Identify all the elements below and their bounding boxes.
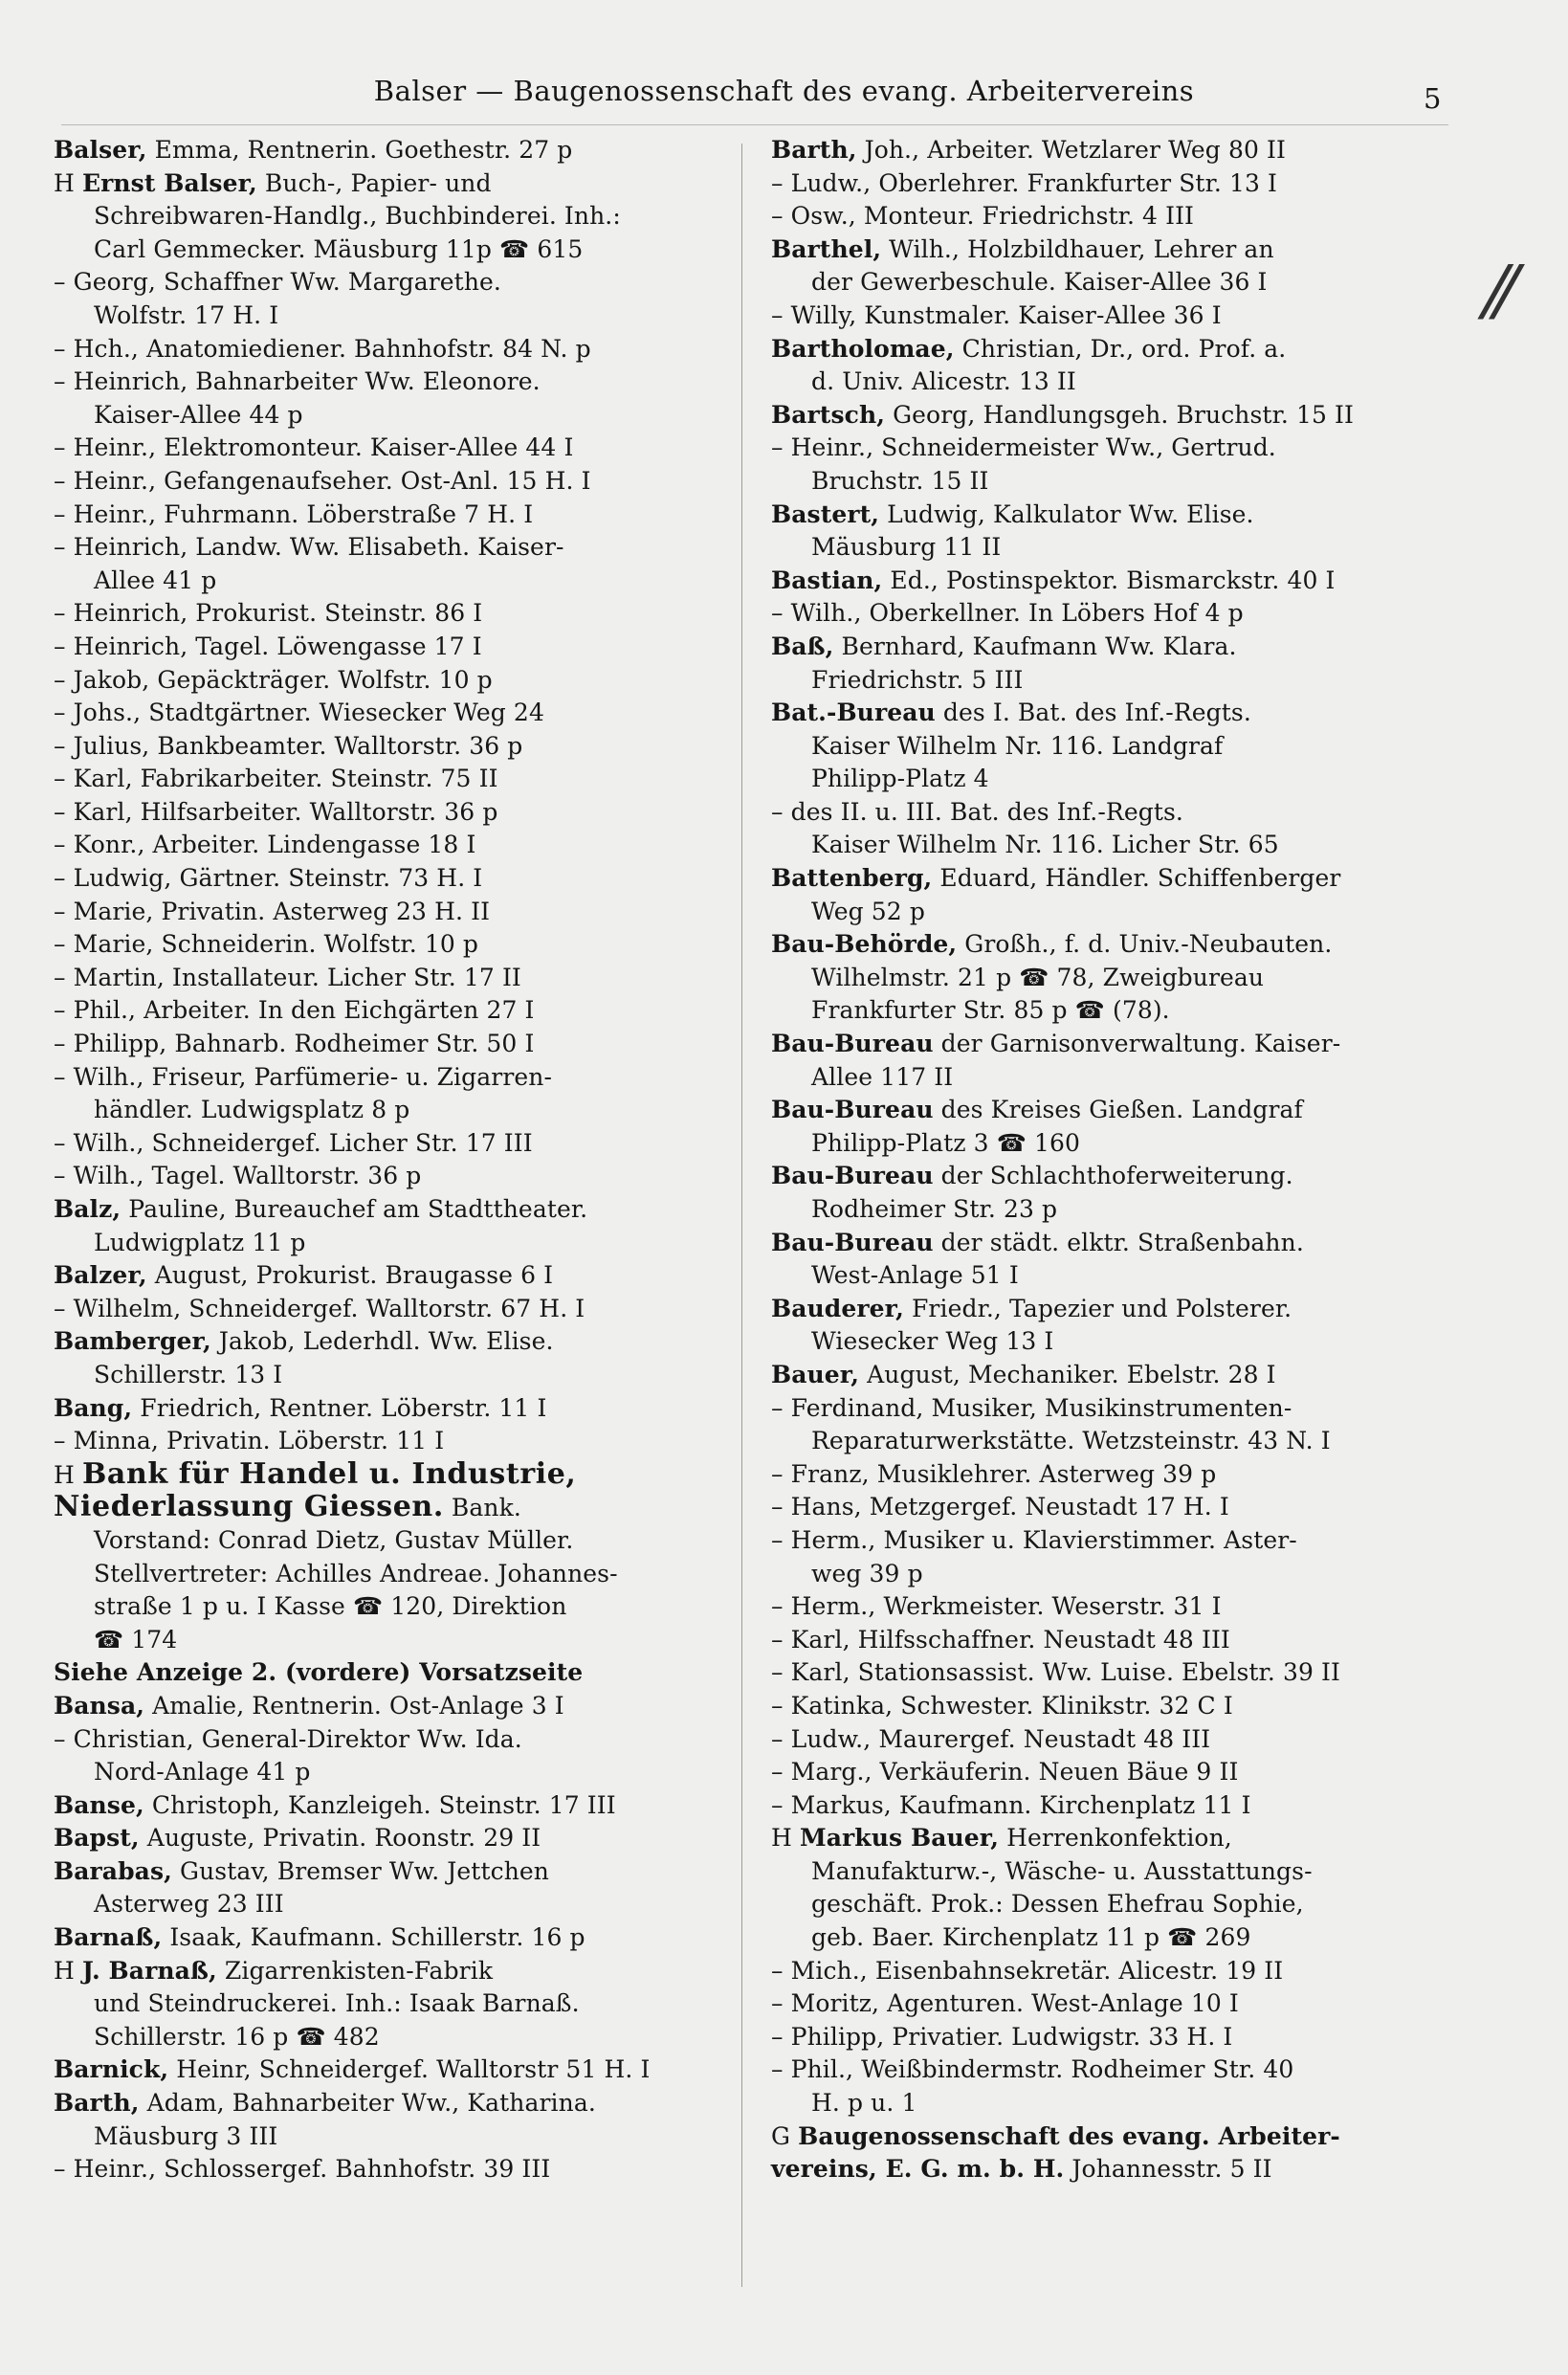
directory-continuation-line (54, 333, 718, 366)
entry-text: – Karl, Fabrikarbeiter. Steinstr. 75 II (54, 765, 498, 793)
entry-text: – Katinka, Schwester. Klinikstr. 32 C I (771, 1691, 1233, 1720)
entry-text: – Karl, Hilfsarbeiter. Walltorstr. 36 p (54, 797, 498, 826)
entry-text: geschäft. Prok.: Dessen Ehefrau Sophie, (811, 1890, 1304, 1919)
entry-text: G (771, 2121, 799, 2150)
directory-entry-line (771, 1293, 1452, 1326)
entry-text: – Wilh., Friseur, Parfümerie- u. Zigarren- (54, 1062, 553, 1091)
directory-continuation-line (54, 366, 718, 399)
entry-text: Heinr, Schneidergef. Walltorstr 51 H. I (168, 2055, 651, 2084)
directory-entry-line (54, 1855, 718, 1889)
entry-text: der Garnisonverwaltung. Kaiser- (933, 1030, 1341, 1058)
entry-text: Allee 117 II (811, 1062, 954, 1091)
directory-continuation-line (771, 1656, 1452, 1690)
entry-text: – Phil., Weißbindermstr. Rodheimer Str. 40 (771, 2055, 1294, 2084)
directory-continuation-line (54, 465, 718, 499)
entry-text: – Ludwig, Gärtner. Steinstr. 73 H. I (54, 864, 483, 893)
entry-text: und Steindruckerei. Inh.: Isaak Barnaß. (94, 1989, 580, 2018)
entry-text: – Philipp, Bahnarb. Rodheimer Str. 50 I (54, 1030, 535, 1058)
directory-continuation-line (54, 1094, 718, 1127)
directory-continuation-line (54, 499, 718, 532)
entry-text: Manufakturw.-, Wäsche- u. Ausstattungs- (811, 1856, 1313, 1885)
entry-text: Amalie, Rentnerin. Ost-Anlage 3 I (144, 1691, 564, 1720)
entry-text: – Georg, Schaffner Ww. Margarethe. (54, 268, 501, 297)
entry-text: Wiesecker Weg 13 I (811, 1327, 1054, 1356)
directory-continuation-line (54, 1160, 718, 1193)
entry-text: H (54, 1460, 82, 1489)
entry-text: – Heinrich, Tagel. Löwengasse 17 I (54, 632, 482, 660)
directory-continuation-line (771, 1789, 1452, 1823)
entry-text: – Moritz, Agenturen. West-Anlage 10 I (771, 1989, 1239, 2018)
directory-continuation-line (54, 829, 718, 862)
entry-text: – Karl, Stationsassist. Ww. Luise. Ebelstr. 39 II (771, 1658, 1340, 1687)
entry-text: – Ferdinand, Musiker, Musikinstrumenten- (771, 1393, 1292, 1422)
directory-continuation-line (771, 1690, 1452, 1723)
directory-entry-line (54, 1690, 718, 1723)
entry-name: Bauer, (771, 1360, 860, 1388)
entry-text: – Herm., Werkmeister. Weserstr. 31 I (771, 1592, 1222, 1621)
entry-name: Baugenossenschaft des evang. Arbeiter- (798, 2121, 1340, 2150)
directory-continuation-line (54, 565, 718, 598)
directory-entry-line (771, 1160, 1452, 1193)
directory-continuation-line (771, 664, 1452, 698)
entry-text: Mäusburg 11 II (811, 533, 1002, 562)
entry-name: Bau-Bureau (771, 1030, 934, 1058)
entry-text: Bruchstr. 15 II (811, 466, 989, 495)
column-divider (741, 144, 742, 2287)
entry-text: Emma, Rentnerin. Goethestr. 27 p (146, 136, 573, 164)
directory-continuation-line (771, 763, 1452, 796)
entry-text: Wilhelmstr. 21 p ☎ 78, Zweigbureau (811, 963, 1265, 991)
entry-name: Baß, (771, 632, 834, 660)
entry-text: der städt. elktr. Straßenbahn. (933, 1228, 1304, 1256)
entry-name: Ernst Balser, (81, 168, 257, 197)
entry-text: straße 1 p u. I Kasse ☎ 120, Direktion (94, 1592, 567, 1621)
directory-entry-line (771, 928, 1452, 962)
entry-text: Nord-Anlage 41 p (94, 1758, 311, 1787)
directory-continuation-line (771, 2087, 1452, 2120)
entry-text: August, Prokurist. Braugasse 6 I (146, 1261, 554, 1290)
directory-entry-line (771, 1227, 1452, 1260)
entry-text: Adam, Bahnarbeiter Ww., Katharina. (139, 2089, 596, 2118)
entry-text: H (54, 1956, 82, 1985)
directory-entry-line (54, 1656, 718, 1690)
entry-text: – Wilh., Schneidergef. Licher Str. 17 III (54, 1128, 533, 1157)
directory-continuation-line (54, 1888, 718, 1921)
directory-entry-line (54, 1259, 718, 1293)
left-column (54, 134, 718, 2186)
directory-continuation-line (54, 1756, 718, 1789)
directory-entry-line (771, 1028, 1452, 1061)
entry-text: Weg 52 p (811, 897, 925, 925)
entry-text: – Marie, Schneiderin. Wolfstr. 10 p (54, 930, 478, 959)
entry-name: Bau-Bureau (771, 1228, 934, 1256)
entry-text: – Willy, Kunstmaler. Kaiser-Allee 36 I (771, 300, 1222, 329)
entry-name: Bat.-Bureau (771, 699, 936, 727)
page-number: 5 (1424, 82, 1442, 115)
directory-continuation-line (771, 266, 1452, 300)
entry-text: – Konr., Arbeiter. Lindengasse 18 I (54, 831, 476, 859)
entry-text: der Gewerbeschule. Kaiser-Allee 36 I (811, 268, 1268, 297)
entry-name: Markus Bauer, (799, 1824, 1000, 1853)
entry-text: Reparaturwerkstätte. Wetzsteinstr. 43 N. I (811, 1427, 1331, 1455)
entry-name: Siehe Anzeige 2. (vordere) Vorsatzseite (54, 1658, 584, 1687)
directory-entry-line (771, 1094, 1452, 1127)
entry-text: – Heinr., Elektromonteur. Kaiser-Allee 44 I (54, 433, 574, 462)
directory-continuation-line (771, 1491, 1452, 1524)
directory-continuation-line (54, 631, 718, 664)
entry-text: geb. Baer. Kirchenplatz 11 p ☎ 269 (811, 1923, 1251, 1952)
entry-text: Großh., f. d. Univ.-Neubauten. (957, 930, 1333, 959)
entry-text: Georg, Handlungsgeh. Bruchstr. 15 II (885, 400, 1354, 429)
directory-continuation-line (771, 531, 1452, 565)
entry-text: – Heinrich, Prokurist. Steinstr. 86 I (54, 599, 483, 628)
directory-continuation-line (771, 1756, 1452, 1789)
entry-text: – Heinrich, Bahnarbeiter Ww. Eleonore. (54, 367, 541, 396)
directory-continuation-line (54, 896, 718, 929)
directory-continuation-line (54, 730, 718, 764)
directory-continuation-line (54, 266, 718, 300)
directory-entry-line (771, 862, 1452, 896)
entry-text: Friedrichstr. 5 III (811, 665, 1024, 694)
directory-continuation-line (771, 994, 1452, 1028)
running-title: Balser — Baugenossenschaft des evang. Arbeitervereins (373, 75, 1195, 107)
entry-text: – Heinr., Gefangenaufseher. Ost-Anl. 15 H. I (54, 466, 591, 495)
directory-continuation-line (771, 1723, 1452, 1757)
entry-text: August, Mechaniker. Ebelstr. 28 I (859, 1360, 1276, 1388)
entry-text: – Ludw., Oberlehrer. Frankfurter Str. 13 I (771, 168, 1278, 197)
entry-text: Asterweg 23 III (94, 1890, 284, 1919)
directory-continuation-line (54, 1359, 718, 1392)
directory-continuation-line (54, 1723, 718, 1757)
entry-name: Bapst, (54, 1824, 140, 1853)
directory-entry-line (54, 1392, 718, 1426)
directory-entry-line (54, 1458, 718, 1492)
entry-text: Gustav, Bremser Ww. Jettchen (171, 1856, 549, 1885)
entry-text: – Jakob, Gepäckträger. Wolfstr. 10 p (54, 665, 493, 694)
directory-continuation-line (771, 2021, 1452, 2054)
entry-name: Bau-Bureau (771, 1162, 934, 1190)
directory-continuation-line (771, 896, 1452, 929)
directory-entry-line (771, 1359, 1452, 1392)
entry-text: Johannesstr. 5 II (1064, 2155, 1272, 2184)
directory-continuation-line (54, 399, 718, 433)
entry-text: H (54, 168, 82, 197)
entry-text: – Phil., Arbeiter. In den Eichgärten 27 I (54, 996, 535, 1025)
directory-entry-line (771, 2153, 1452, 2186)
entry-name: Barth, (54, 2089, 140, 2118)
directory-continuation-line (54, 531, 718, 565)
directory-entry-line (771, 631, 1452, 664)
directory-continuation-line (54, 1293, 718, 1326)
entry-text: Allee 41 p (94, 566, 217, 594)
entry-text: der Schlachthoferweiterung. (933, 1162, 1293, 1190)
directory-entry-line (771, 697, 1452, 730)
entry-text: – Martin, Installateur. Licher Str. 17 II (54, 963, 521, 991)
directory-continuation-line (771, 300, 1452, 333)
directory-entry-line (771, 333, 1452, 366)
entry-name: Banse, (54, 1790, 144, 1819)
entry-text: Bank. (443, 1494, 521, 1522)
directory-continuation-line (54, 994, 718, 1028)
entry-text: Philipp-Platz 4 (811, 765, 989, 793)
directory-entry-line (771, 2120, 1452, 2154)
entry-text: – Karl, Hilfsschaffner. Neustadt 48 III (771, 1625, 1230, 1654)
handwritten-margin-mark: // (1474, 251, 1517, 329)
entry-name: Balz, (54, 1195, 121, 1223)
entry-name: Bastian, (771, 566, 883, 594)
directory-continuation-line (54, 597, 718, 631)
directory-continuation-line (771, 432, 1452, 465)
directory-continuation-line (771, 1855, 1452, 1889)
directory-continuation-line (771, 1921, 1452, 1955)
entry-name: Barthel, (771, 234, 882, 263)
directory-continuation-line (54, 2021, 718, 2054)
directory-continuation-line (54, 432, 718, 465)
directory-continuation-line (771, 1624, 1452, 1657)
entry-text: – Franz, Musiklehrer. Asterweg 39 p (771, 1459, 1217, 1488)
entry-name: Bang, (54, 1393, 133, 1422)
entry-text: Ed., Postinspektor. Bismarckstr. 40 I (882, 566, 1336, 594)
directory-entry-line (54, 1325, 718, 1359)
entry-text: H (771, 1824, 800, 1853)
entry-name: Barnaß, (54, 1923, 163, 1952)
entry-text: – Mich., Eisenbahnsekretär. Alicestr. 19 II (771, 1956, 1284, 1985)
entry-text: weg 39 p (811, 1559, 923, 1587)
entry-name: Bamberger, (54, 1327, 211, 1356)
entry-text: – Osw., Monteur. Friedrichstr. 4 III (771, 202, 1195, 231)
directory-entry-line (771, 399, 1452, 433)
entry-text: Auguste, Privatin. Roonstr. 29 II (139, 1824, 541, 1853)
directory-entry-line (54, 2087, 718, 2120)
entry-text: – Julius, Bankbeamter. Walltorstr. 36 p (54, 731, 523, 760)
directory-continuation-line (771, 1425, 1452, 1458)
entry-text: Rodheimer Str. 23 p (811, 1195, 1058, 1223)
directory-entry-line (771, 1822, 1452, 1855)
advert-name: Bank für Handel u. Industrie, (81, 1456, 577, 1491)
directory-continuation-line (54, 697, 718, 730)
entry-text: Kaiser Wilhelm Nr. 116. Landgraf (811, 731, 1224, 760)
directory-continuation-line (54, 1028, 718, 1061)
entry-name: Bau-Bureau (771, 1096, 934, 1124)
directory-continuation-line (54, 1127, 718, 1161)
directory-entry-line (54, 1955, 718, 1988)
directory-continuation-line (771, 1458, 1452, 1492)
entry-text: Pauline, Bureauchef am Stadttheater. (121, 1195, 588, 1223)
directory-continuation-line (54, 962, 718, 995)
entry-text: West-Anlage 51 I (811, 1261, 1019, 1290)
advert-name: Niederlassung Giessen. (54, 1490, 444, 1524)
entry-text: Vorstand: Conrad Dietz, Gustav Müller. (94, 1525, 574, 1554)
directory-continuation-line (771, 1392, 1452, 1426)
entry-text: Wilh., Holzbildhauer, Lehrer an (881, 234, 1274, 263)
entry-text: – Hch., Anatomiediener. Bahnhofstr. 84 N. p (54, 334, 591, 363)
entry-text: Philipp-Platz 3 ☎ 160 (811, 1128, 1081, 1157)
directory-continuation-line (771, 200, 1452, 233)
entry-text: Ludwig, Kalkulator Ww. Elise. (879, 499, 1254, 528)
directory-continuation-line (54, 200, 718, 233)
directory-continuation-line (771, 2053, 1452, 2087)
directory-continuation-line (771, 1524, 1452, 1558)
entry-text: des Kreises Gießen. Landgraf (933, 1096, 1303, 1124)
directory-entry-line (771, 233, 1452, 267)
entry-text: – Wilh., Oberkellner. In Löbers Hof 4 p (771, 599, 1244, 628)
entry-text: Friedr., Tapezier und Polsterer. (903, 1294, 1292, 1322)
directory-continuation-line (771, 1325, 1452, 1359)
entry-name: Bansa, (54, 1691, 145, 1720)
entry-text: Christoph, Kanzleigeh. Steinstr. 17 III (144, 1790, 616, 1819)
entry-text: – Markus, Kaufmann. Kirchenplatz 11 I (771, 1790, 1251, 1819)
entry-text: Schreibwaren-Handlg., Buchbinderei. Inh.: (94, 202, 621, 231)
directory-entry-line (54, 134, 718, 167)
entry-text: Wolfstr. 17 H. I (94, 300, 279, 329)
directory-continuation-line (54, 1524, 718, 1558)
directory-continuation-line (54, 1227, 718, 1260)
entry-text: Mäusburg 3 III (94, 2121, 278, 2150)
directory-entry-line (771, 565, 1452, 598)
entry-text: Kaiser-Allee 44 p (94, 400, 303, 429)
entry-name: Bauderer, (771, 1294, 904, 1322)
directory-entry-line (54, 167, 718, 201)
entry-name: Balser, (54, 136, 147, 164)
directory-continuation-line (771, 796, 1452, 830)
entry-name: vereins, E. G. m. b. H. (771, 2155, 1065, 2184)
entry-name: Battenberg, (771, 864, 933, 893)
directory-continuation-line (771, 829, 1452, 862)
entry-text: H. p u. 1 (811, 2089, 917, 2118)
entry-name: Barnick, (54, 2055, 169, 2084)
entry-name: Barabas, (54, 1856, 172, 1885)
directory-entry-line (54, 2053, 718, 2087)
entry-text: händler. Ludwigsplatz 8 p (94, 1096, 410, 1124)
entry-text: Isaak, Kaufmann. Schillerstr. 16 p (162, 1923, 585, 1952)
entry-text: – Heinr., Schneidermeister Ww., Gertrud. (771, 433, 1276, 462)
entry-text: Kaiser Wilhelm Nr. 116. Licher Str. 65 (811, 831, 1279, 859)
entry-name: Bastert, (771, 499, 880, 528)
entry-name: Bau-Behörde, (771, 930, 958, 959)
entry-text: Zigarrenkisten-Fabrik (216, 1956, 494, 1985)
header-rule (61, 124, 1448, 125)
directory-continuation-line (54, 763, 718, 796)
entry-text: – Christian, General-Direktor Ww. Ida. (54, 1724, 522, 1753)
directory-entry-line (771, 499, 1452, 532)
directory-continuation-line (54, 2120, 718, 2154)
directory-continuation-line (54, 862, 718, 896)
entry-text: Schillerstr. 16 p ☎ 482 (94, 2022, 380, 2051)
entry-text: Frankfurter Str. 85 p ☎ (78). (811, 996, 1170, 1025)
directory-continuation-line (54, 300, 718, 333)
directory-entry-line (54, 1491, 718, 1524)
directory-continuation-line (771, 1127, 1452, 1161)
entry-text: – Hans, Metzgergef. Neustadt 17 H. I (771, 1493, 1229, 1521)
directory-continuation-line (771, 167, 1452, 201)
entry-text: Ludwigplatz 11 p (94, 1228, 306, 1256)
directory-continuation-line (771, 366, 1452, 399)
entry-text: Christian, Dr., ord. Prof. a. (954, 334, 1287, 363)
directory-continuation-line (54, 928, 718, 962)
entry-text: – Marie, Privatin. Asterweg 23 H. II (54, 897, 491, 925)
entry-text: Stellvertreter: Achilles Andreae. Johannes- (94, 1559, 618, 1587)
entry-text: Herrenkonfektion, (999, 1824, 1232, 1853)
entry-text: – des II. u. III. Bat. des Inf.-Regts. (771, 797, 1183, 826)
directory-entry-line (54, 1193, 718, 1227)
entry-text: Friedrich, Rentner. Löberstr. 11 I (132, 1393, 547, 1422)
entry-text: des I. Bat. des Inf.-Regts. (935, 699, 1251, 727)
entry-text: – Philipp, Privatier. Ludwigstr. 33 H. I (771, 2022, 1233, 2051)
directory-entry-line (54, 1822, 718, 1855)
entry-name: Bartholomae, (771, 334, 955, 363)
directory-continuation-line (54, 796, 718, 830)
directory-continuation-line (771, 1061, 1452, 1095)
entry-text: – Johs., Stadtgärtner. Wiesecker Weg 24 (54, 699, 544, 727)
entry-text: Carl Gemmecker. Mäusburg 11p ☎ 615 (94, 234, 584, 263)
directory-continuation-line (771, 1955, 1452, 1988)
directory-continuation-line (771, 1888, 1452, 1921)
directory-continuation-line (771, 1987, 1452, 2021)
directory-entry-line (54, 1921, 718, 1955)
entry-text: – Ludw., Maurergef. Neustadt 48 III (771, 1724, 1211, 1753)
directory-continuation-line (54, 1590, 718, 1624)
directory-continuation-line (54, 2153, 718, 2186)
directory-continuation-line (54, 1061, 718, 1095)
entry-name: Balzer, (54, 1261, 147, 1290)
directory-continuation-line (771, 1193, 1452, 1227)
directory-entry-line (771, 134, 1452, 167)
directory-continuation-line (771, 1558, 1452, 1591)
entry-text: Buch-, Papier- und (256, 168, 492, 197)
entry-text: – Herm., Musiker u. Klavierstimmer. Aster- (771, 1525, 1297, 1554)
entry-name: J. Barnaß, (81, 1956, 217, 1985)
directory-continuation-line (771, 465, 1452, 499)
directory-continuation-line (771, 730, 1452, 764)
entry-text: – Minna, Privatin. Löberstr. 11 I (54, 1427, 445, 1455)
directory-continuation-line (54, 1987, 718, 2021)
directory-continuation-line (771, 962, 1452, 995)
entry-text: – Heinr., Schlossergef. Bahnhofstr. 39 III (54, 2155, 551, 2184)
entry-text: – Marg., Verkäuferin. Neuen Bäue 9 II (771, 1758, 1239, 1787)
directory-continuation-line (54, 1624, 718, 1657)
entry-text: Schillerstr. 13 I (94, 1360, 283, 1388)
directory-continuation-line (54, 1558, 718, 1591)
entry-text: ☎ 174 (94, 1625, 178, 1654)
directory-continuation-line (771, 1590, 1452, 1624)
directory-continuation-line (54, 664, 718, 698)
entry-text: – Heinr., Fuhrmann. Löberstraße 7 H. I (54, 499, 534, 528)
directory-continuation-line (54, 1425, 718, 1458)
entry-name: Barth, (771, 136, 857, 164)
entry-text: Jakob, Lederhdl. Ww. Elise. (210, 1327, 554, 1356)
entry-text: – Wilh., Tagel. Walltorstr. 36 p (54, 1162, 422, 1190)
entry-text: Joh., Arbeiter. Wetzlarer Weg 80 II (856, 136, 1286, 164)
entry-text: Bernhard, Kaufmann Ww. Klara. (833, 632, 1237, 660)
entry-name: Bartsch, (771, 400, 886, 429)
right-column (771, 134, 1452, 2186)
directory-entry-line (54, 1789, 718, 1823)
directory-continuation-line (771, 597, 1452, 631)
entry-text: d. Univ. Alicestr. 13 II (811, 367, 1076, 396)
entry-text: Eduard, Händler. Schiffenberger (932, 864, 1341, 893)
directory-continuation-line (54, 233, 718, 267)
directory-continuation-line (771, 1259, 1452, 1293)
entry-text: – Wilhelm, Schneidergef. Walltorstr. 67 H. I (54, 1294, 585, 1322)
entry-text: – Heinrich, Landw. Ww. Elisabeth. Kaiser- (54, 533, 564, 562)
